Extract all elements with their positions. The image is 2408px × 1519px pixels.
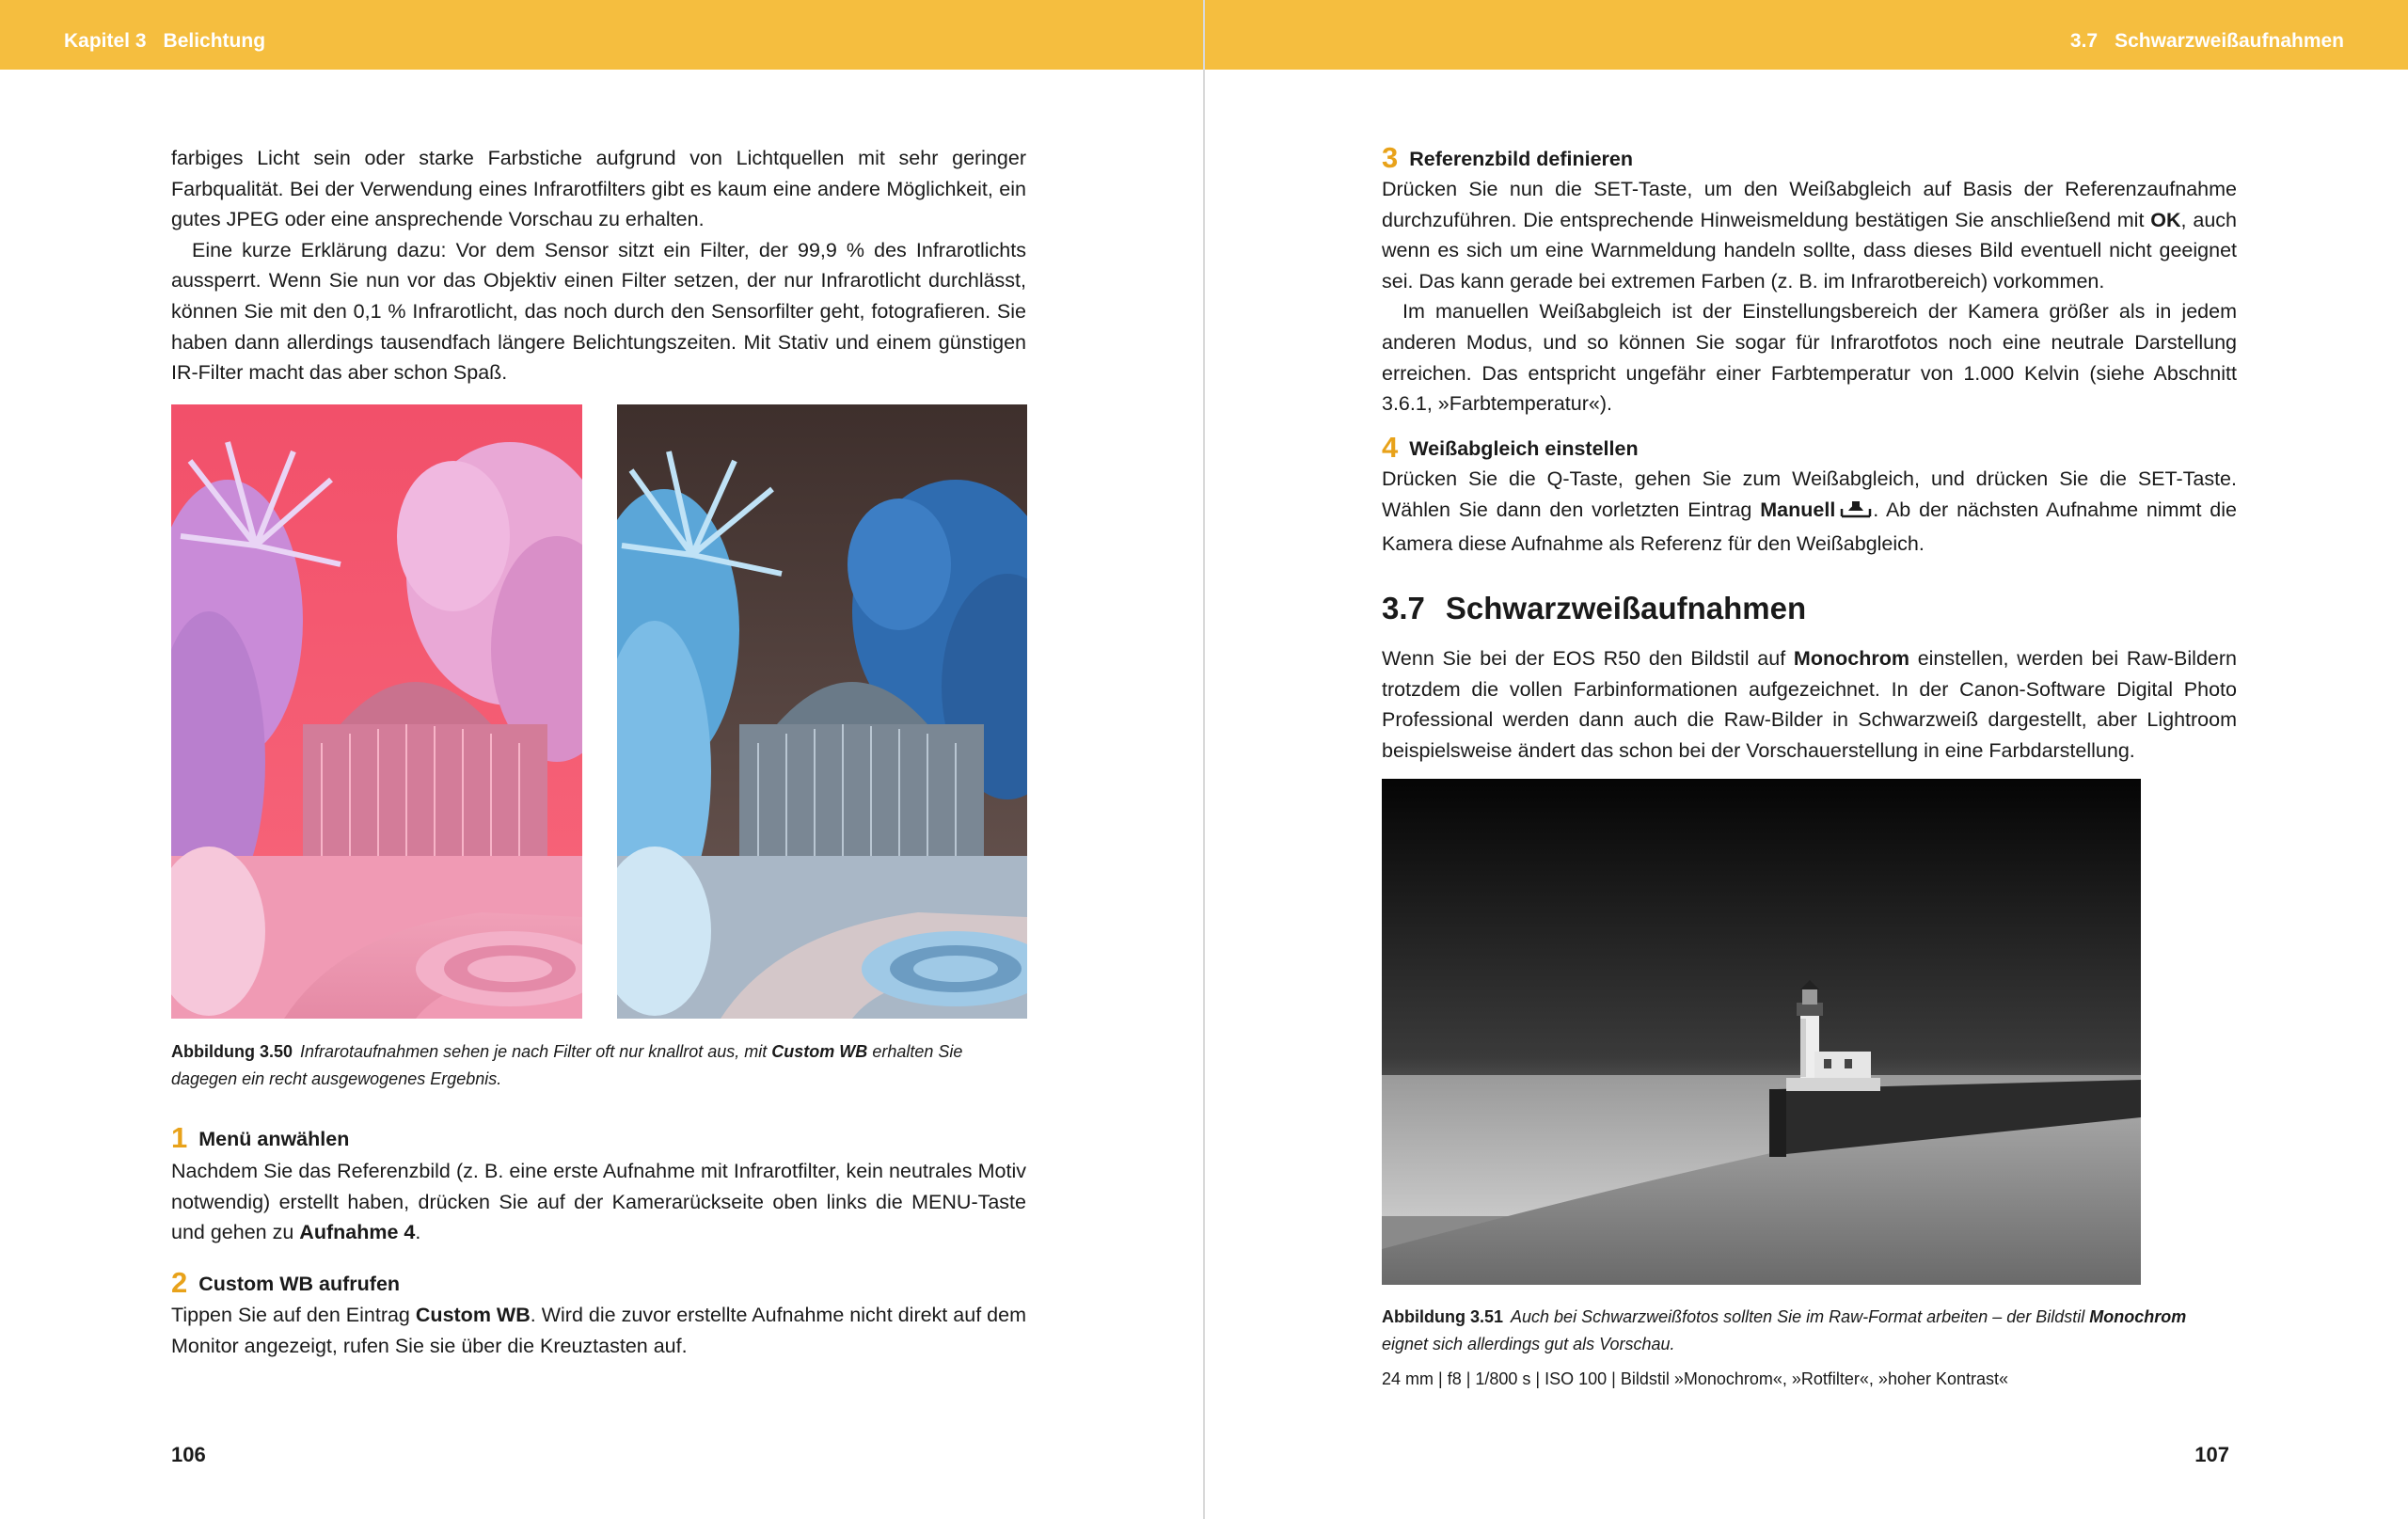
step-3-text <box>1382 174 2237 419</box>
step-number: 2 <box>171 1266 188 1299</box>
section-intro-text <box>1382 643 2237 766</box>
exif-data: 24 mm | f8 | 1/800 s | ISO 100 | Bildstil »Monochrom«, »Rotfilter«, »hoher Kontrast« <box>1382 1369 2009 1388</box>
step-bold: Custom WB <box>415 1304 531 1326</box>
caption-text-end: eignet sich allerdings gut als Vorschau. <box>1382 1335 1675 1353</box>
section-header-title: Schwarzweißaufnahmen <box>2115 30 2344 52</box>
step-4-text <box>1382 464 2237 560</box>
figure-label: Abbildung 3.51 <box>1382 1307 1504 1326</box>
step-number: 3 <box>1382 141 1399 174</box>
intro-text <box>171 143 1026 388</box>
step-text: Tippen Sie auf den Eintrag <box>171 1304 410 1326</box>
step-title: Referenzbild definieren <box>1409 148 1633 170</box>
step-text: Drücken Sie nun die SET-Taste, um den Weißabgleich auf Basis der Referenzaufnahme durchzuführen. Die entsprechende Hinweismeldung bestätigen Sie anschließend mit <box>1382 178 2237 231</box>
step-3-paragraph-2: Im manuellen Weißabgleich ist der Einstellungsbereich der Kamera größer als in jedem anderen Modus, und so können Sie sogar für Infrarotfotos noch eine neutrale Darstellung erreichen. Das entspricht ungefähr einer Farbtemperatur von 1.000 Kelvin (siehe Abschnitt 3.6.1, »Farbtemperatur«). <box>1382 300 2237 416</box>
chapter-title: Belichtung <box>163 30 266 52</box>
figure-label: Abbildung 3.50 <box>171 1042 293 1061</box>
infrared-custom-wb-photo <box>617 404 1027 1019</box>
section-text-end: einstellen, werden bei Raw-Bildern trotzdem die vollen Farbinformationen aufgezeichnet. In der Canon-Software Digital Photo Professional werden dann auch die Raw-Bilder in Schwarzweiß dargestellt, aber Lightroom beispielsweise ändert das schon bei der Vorschauerstellung in eine Farbdarstellung. <box>1382 647 2237 762</box>
right-header-text <box>2070 30 2344 53</box>
step-text: Nachdem Sie das Referenzbild (z. B. eine erste Aufnahme mit Infrarotfilter, kein neutrales Motiv notwendig) erstellt haben, drücken Sie auf der Kamerarückseite oben links die MENU-Taste und gehen zu <box>171 1160 1026 1244</box>
intro-paragraph-1: farbiges Licht sein oder starke Farbstiche aufgrund von Lichtquellen mit sehr geringer Farbqualität. Bei der Verwendung eines Infrarotfilters gibt es kaum eine andere Möglichkeit, ein gutes JPEG oder eine ansprechende Vorschau zu erhalten. <box>171 147 1026 231</box>
section-number: 3.7 <box>1382 591 1425 625</box>
left-page <box>0 0 1203 1519</box>
figure-caption-3-51 <box>1382 1304 2219 1358</box>
custom-wb-icon <box>1839 498 1873 530</box>
left-running-header <box>0 0 1203 70</box>
right-running-header <box>1205 0 2408 70</box>
step-title: Menü anwählen <box>198 1128 350 1150</box>
manuell-bold: Manuell <box>1760 498 1836 521</box>
step-text-end: , auch wenn es sich um eine Warnmeldung handeln sollte, dass dieses Bild eventuell nicht geeignet sei. Das kann gerade bei extremen Farben (z. B. im Infrarotbereich) vorkommen. <box>1382 208 2237 293</box>
step-4-heading <box>1382 431 1639 465</box>
infrared-red-photo <box>171 404 582 1019</box>
intro-paragraph-2: Eine kurze Erklärung dazu: Vor dem Sensor sitzt ein Filter, der 99,9 % des Infrarotlichts aussperrt. Wenn Sie nun vor das Objektiv einen Filter setzen, der nur Infrarotlicht durchlässt, können Sie mit den 0,1 % Infrarotlicht, das noch durch den Sensorfilter geht, fotografieren. Sie haben dann allerdings tausendfach längere Belichtungszeiten. Mit Stativ und einem günstigen IR-Filter macht das aber schon Spaß. <box>171 238 1026 385</box>
step-bold: Aufnahme 4 <box>299 1221 416 1244</box>
page-number-left: 106 <box>171 1443 206 1466</box>
step-number: 1 <box>171 1121 188 1154</box>
section-text: Wenn Sie bei der EOS R50 den Bildstil auf <box>1382 647 1786 670</box>
right-page <box>1205 0 2408 1519</box>
ok-bold: OK <box>2150 208 2181 231</box>
caption-bold: Monochrom <box>2089 1307 2187 1326</box>
page-number-right: 107 <box>2194 1443 2229 1466</box>
step-text: Drücken Sie die Q-Taste, gehen Sie zum Weißabgleich, und drücken Sie die SET-Taste. Wählen Sie dann den vorletzten Eintrag <box>1382 467 2237 521</box>
caption-text-end: erhalten Sie dagegen ein recht ausgewogenes Ergebnis. <box>171 1042 963 1088</box>
section-label: 3.7 <box>2069 30 2099 52</box>
section-heading <box>1382 591 1806 626</box>
figure-caption-3-50 <box>171 1038 1026 1093</box>
section-title: Schwarzweißaufnahmen <box>1445 591 1807 625</box>
step-2-heading <box>171 1266 400 1300</box>
caption-text: Auch bei Schwarzweißfotos sollten Sie im Raw-Format arbeiten – der Bildstil <box>1511 1307 2085 1326</box>
step-title: Weißabgleich einstellen <box>1409 437 1639 460</box>
step-title: Custom WB aufrufen <box>198 1273 401 1295</box>
step-1-text <box>171 1156 1026 1248</box>
left-header-text <box>64 30 265 53</box>
step-end: . <box>415 1221 421 1244</box>
bw-lighthouse-photo <box>1382 779 2141 1285</box>
step-3-paragraph-1 <box>1382 174 2237 296</box>
step-2-text <box>171 1300 1026 1361</box>
step-1-heading <box>171 1121 349 1155</box>
caption-bold: Custom WB <box>771 1042 868 1061</box>
step-text-end: . Ab der nächsten Aufnahme nimmt die Kamera diese Aufnahme als Referenz für den Weißabgleich. <box>1382 498 2237 556</box>
chapter-label: Kapitel 3 <box>64 30 147 52</box>
caption-text: Infrarotaufnahmen sehen je nach Filter oft nur knallrot aus, mit <box>300 1042 768 1061</box>
step-text-end: . Wird die zuvor erstellte Aufnahme nicht direkt auf dem Monitor angezeigt, rufen Sie sie über die Kreuztasten auf. <box>171 1304 1026 1357</box>
step-3-heading <box>1382 141 1633 175</box>
monochrom-bold: Monochrom <box>1793 647 1909 670</box>
step-number: 4 <box>1382 431 1399 464</box>
